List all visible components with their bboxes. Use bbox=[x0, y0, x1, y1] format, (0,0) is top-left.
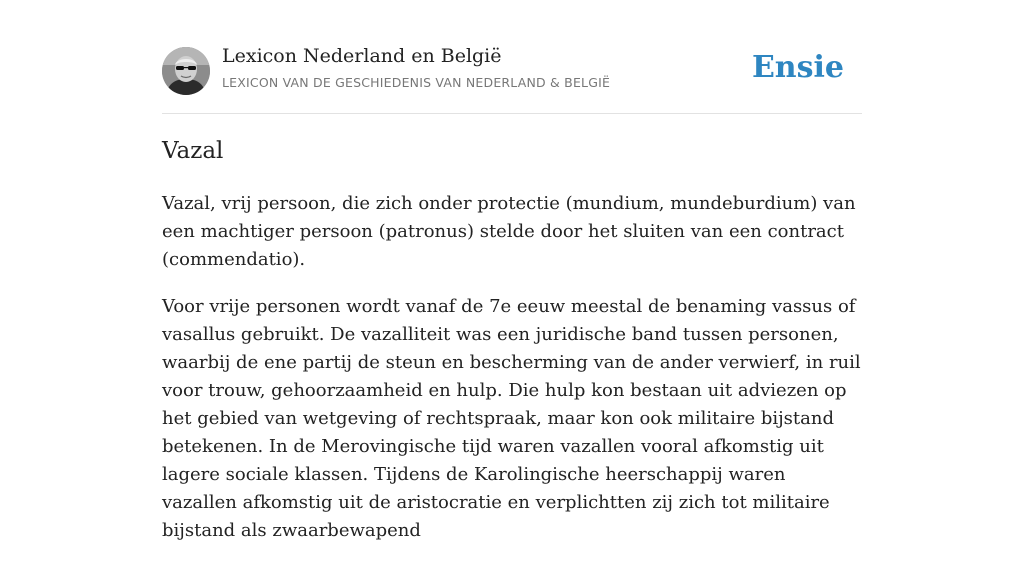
article-paragraph: Voor vrije personen wordt vanaf de 7e eeuw meestal de benaming vassus of vasallus gebruikt. De vazalliteit was een juridische band tussen personen, waarbij de ene partij de steun en bescherming van de ander verwierf, in ruil voor trouw, gehoorzaamheid en hulp. Die hulp kon bestaan uit adviezen op het gebied van wetgeving of rechtspraak, maar kon ook militaire bijstand betekenen. In de Merovingische tijd waren vazallen vooral afkomstig uit lagere sociale klassen. Tijdens de Karolingische heerschappij waren vazallen afkomstig uit de aristocratie en verplichtten zij zich tot militaire bijstand als zwaarbewapend bbox=[162, 296, 861, 541]
author-portrait-icon bbox=[162, 47, 210, 95]
author-avatar[interactable] bbox=[162, 47, 210, 95]
author-subtitle: LEXICON VAN DE GESCHIEDENIS VAN NEDERLAND & BELGIË bbox=[222, 75, 611, 90]
article-paragraph: Vazal, vrij persoon, die zich onder protectie (mundium, mundeburdium) van een machtiger persoon (patronus) stelde door het sluiten van een contract (commendatio). bbox=[162, 193, 856, 270]
article-title: Vazal bbox=[162, 138, 224, 164]
page-container bbox=[162, 0, 862, 541]
ensie-logo-link[interactable]: Ensie bbox=[751, 50, 844, 85]
author-header bbox=[162, 0, 862, 114]
author-name[interactable]: Lexicon Nederland en België bbox=[222, 45, 502, 67]
article-body bbox=[162, 190, 862, 564]
